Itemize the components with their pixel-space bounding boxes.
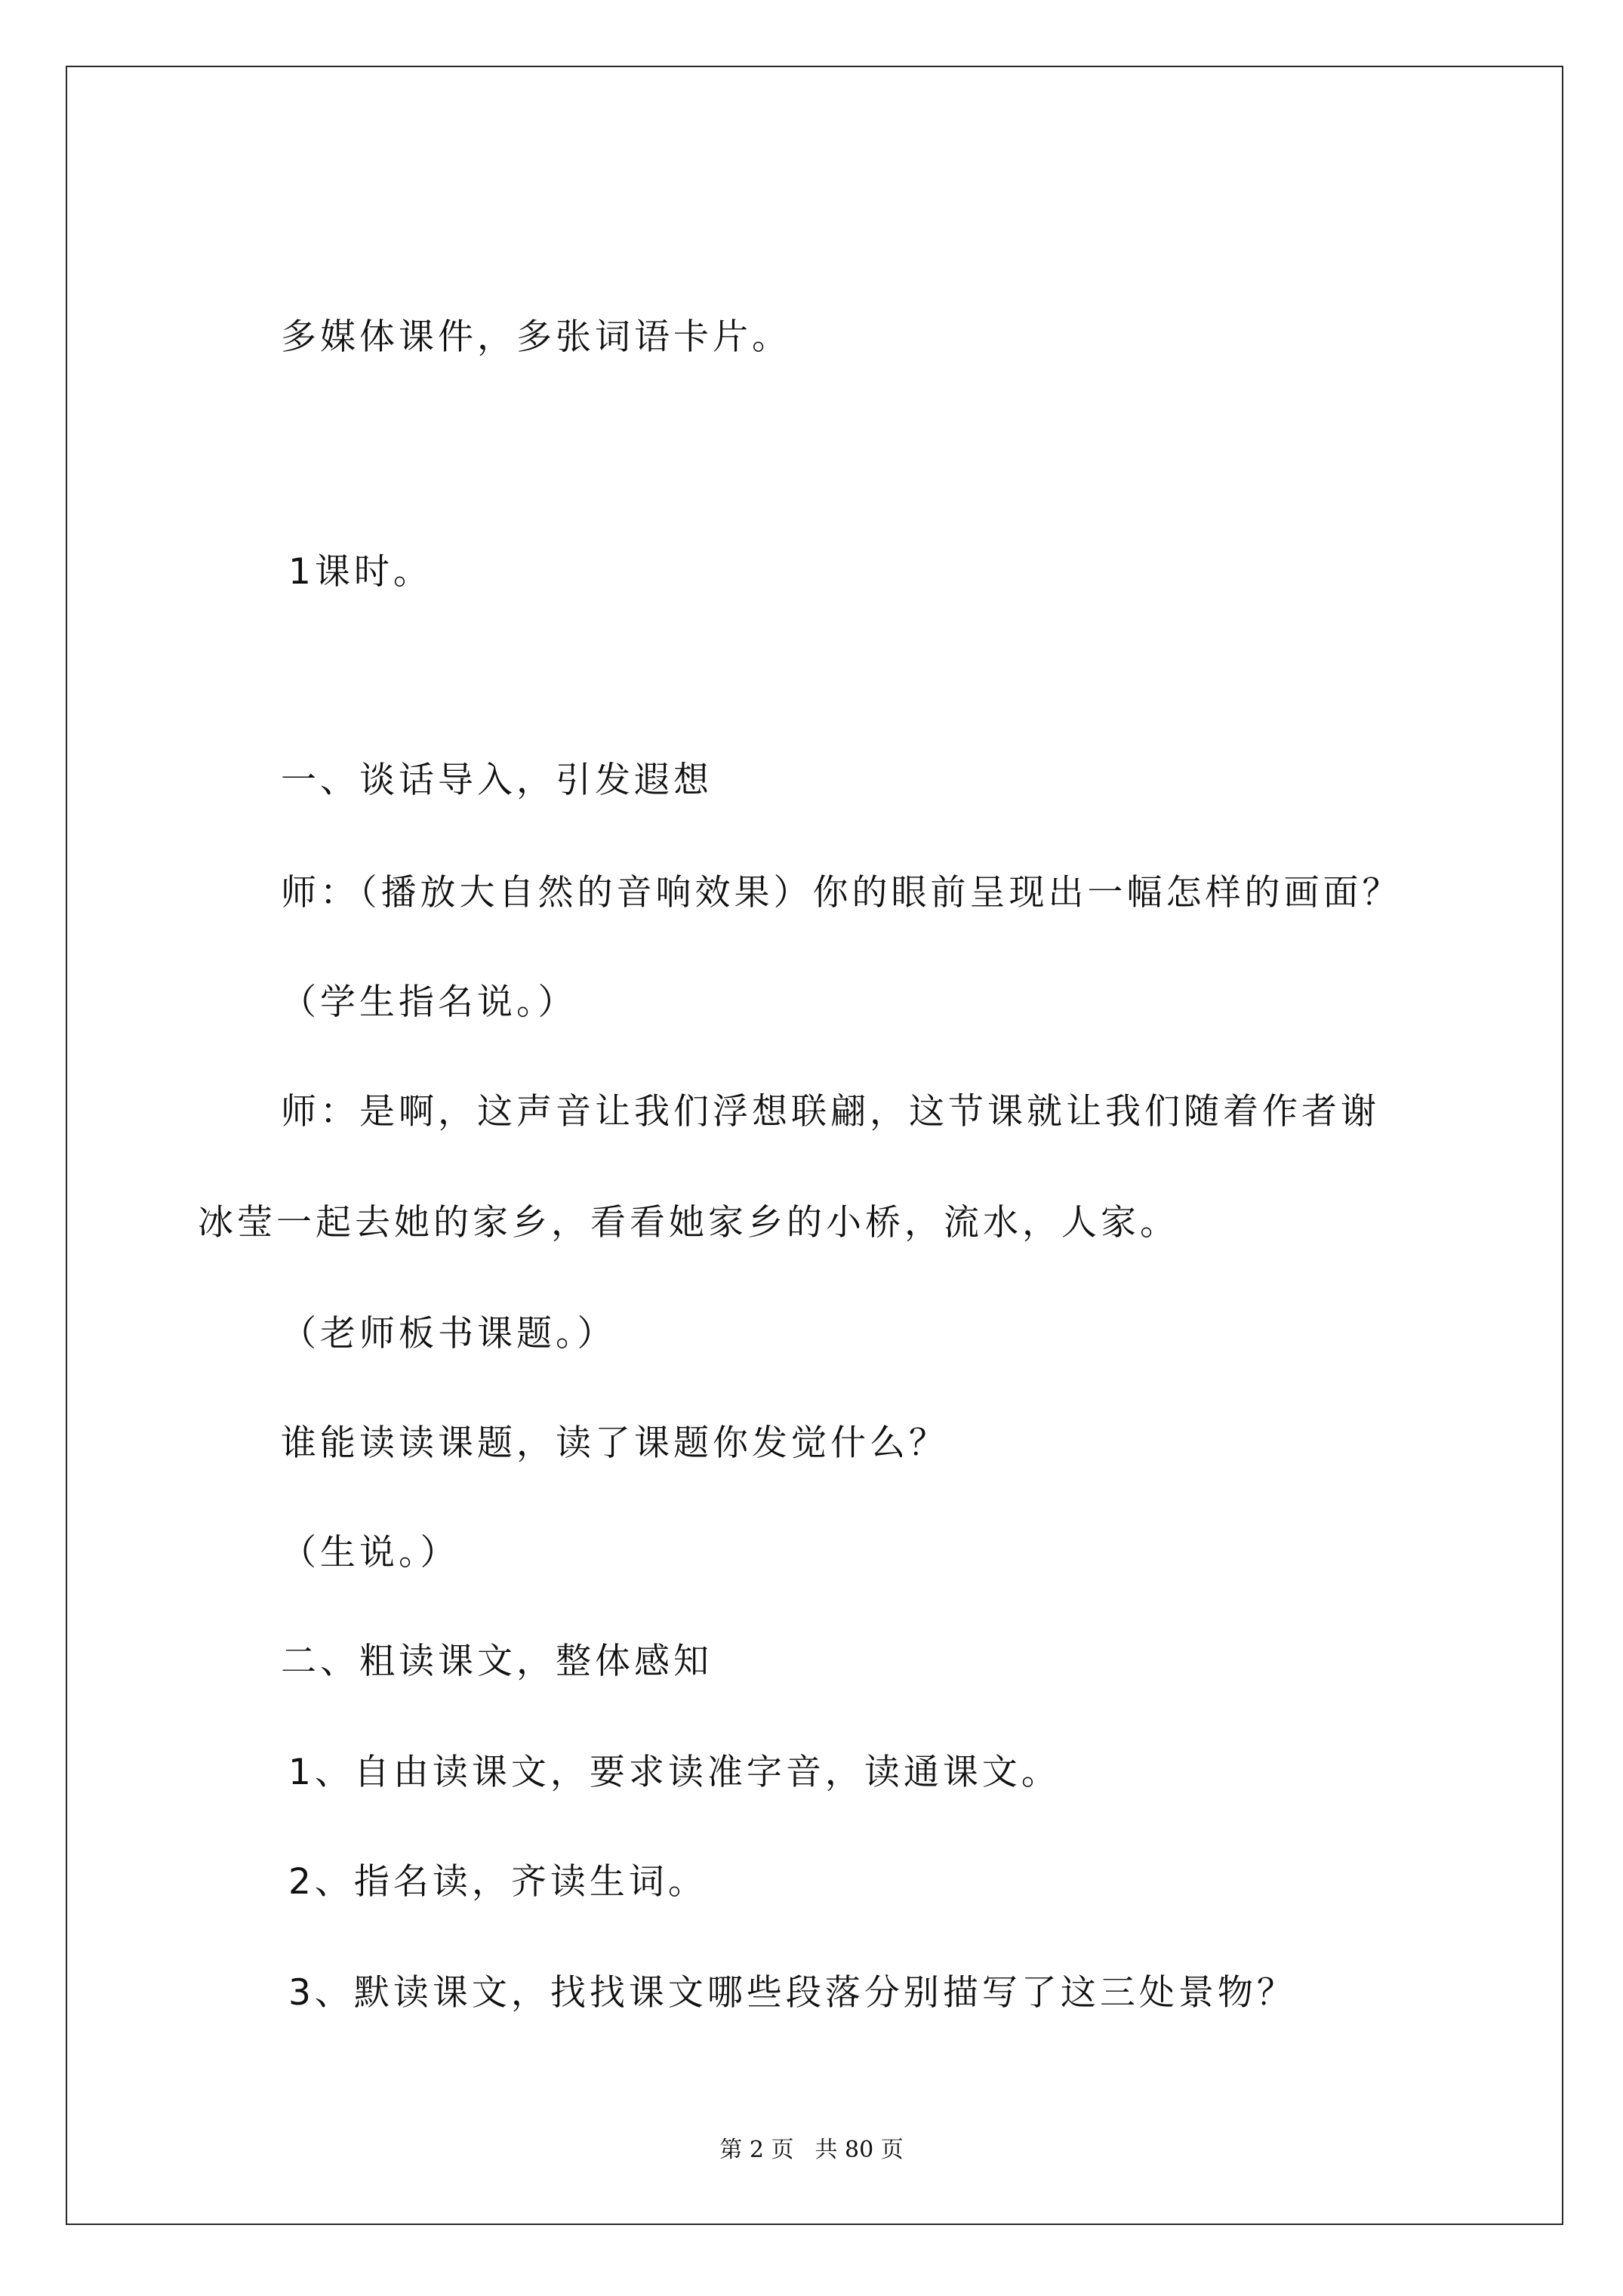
heading-section-1: 一、谈话导入，引发遐想 xyxy=(281,760,713,801)
paragraph-teacher-intro-1: 师：是啊，这声音让我们浮想联翩，这节课就让我们随着作者谢 xyxy=(281,1091,1380,1133)
paragraph-read-title: 谁能读读课题，读了课题你发觉什么？ xyxy=(281,1422,948,1464)
page-footer xyxy=(0,2135,1623,2165)
paragraph-teacher-intro-2: 冰莹一起去她的家乡，看看她家乡的小桥，流水，人家。 xyxy=(198,1202,1179,1244)
paragraph-teacher-question: 师：（播放大自然的音响效果）你的眼前呈现出一幅怎样的画面？ xyxy=(281,872,1402,914)
list-item-1: 1、自由读课文，要求读准字音，读通课文。 xyxy=(288,1752,1061,1793)
page-number: 第 2 页 xyxy=(719,2137,794,2163)
paragraph-duration: 1课时。 xyxy=(288,551,433,593)
list-item-2: 2、指名读，齐读生词。 xyxy=(288,1861,707,1903)
paragraph-student-says: （生说。） xyxy=(281,1532,460,1573)
page-total: 共 80 页 xyxy=(815,2137,904,2163)
heading-section-2: 二、粗读课文，整体感知 xyxy=(281,1641,713,1682)
paragraph-board-title: （老师板书课题。） xyxy=(281,1313,617,1354)
list-item-3: 3、默读课文，找找课文哪些段落分别描写了这三处景物？ xyxy=(288,1972,1296,2014)
paragraph-student-answer: （学生指名说。） xyxy=(281,982,577,1023)
paragraph-materials: 多媒体课件，多张词语卡片。 xyxy=(281,316,791,358)
